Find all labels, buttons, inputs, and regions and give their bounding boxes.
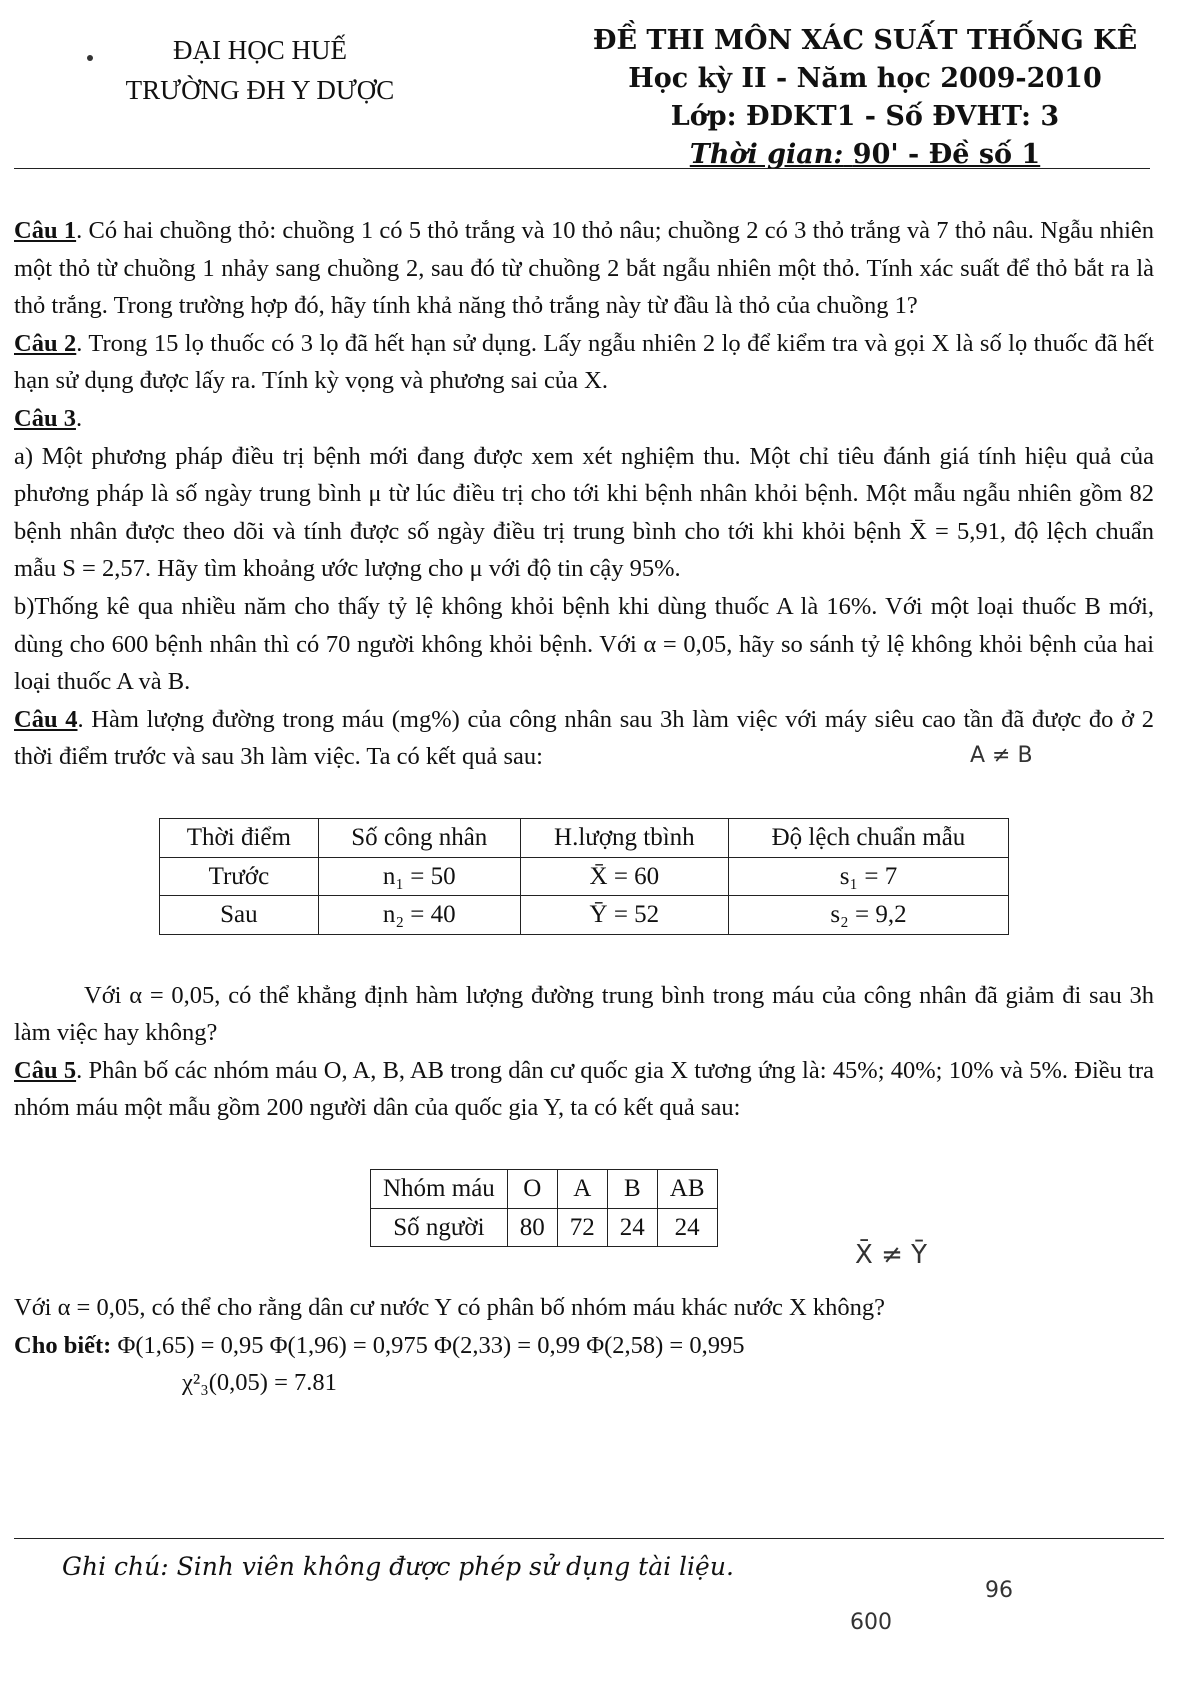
question-1-text: . Có hai chuồng thỏ: chuồng 1 có 5 thỏ trắng và 10 thỏ nâu; chuồng 2 có 3 thỏ trắng và 7 thỏ nâu. Ngẫu nhiên một thỏ từ chuồng 1 nhảy sang chuồng 2, sau đó từ chuồng 2 bắt ngẫu nhiên một thỏ. Tính xác suất để thỏ bắt ra là thỏ trắng. Trong trường hợp đó, hãy tính khả năng thỏ trắng này từ đầu là thỏ của chuồng 1? — [14, 217, 1154, 320]
header-institution — [90, 30, 430, 110]
table-cell: 80 — [507, 1208, 557, 1247]
table-cell: X̄ = 60 — [520, 857, 728, 896]
question-5-label: Câu 5 — [14, 1056, 77, 1084]
given-chi-value: χ²₃(0,05) = 7.81 — [182, 1369, 337, 1397]
question-2 — [14, 325, 1154, 400]
table-row — [160, 857, 1009, 896]
footer-divider — [14, 1538, 1164, 1539]
exam-title: ĐỀ THI MÔN XÁC SUẤT THỐNG KÊ — [592, 25, 1138, 56]
exam-class: Lớp: ĐDKT1 - Số ĐVHT: 3 — [670, 101, 1060, 132]
table-cell: n₂ = 40 — [318, 896, 520, 935]
table-header-cell: O — [507, 1170, 557, 1209]
handwritten-note-xy: X̄ ≠ Ȳ — [855, 1240, 928, 1270]
time-label: Thời gian: — [689, 139, 844, 170]
question-3-label: Câu 3 — [14, 404, 76, 432]
table-cell: 72 — [557, 1208, 607, 1247]
table-cell: s₁ = 7 — [728, 857, 1008, 896]
given-phi-values: Φ(1,65) = 0,95 Φ(1,96) = 0,975 Φ(2,33) = 0,99 Φ(2,58) = 0,995 — [117, 1331, 745, 1359]
question-4-text: . Hàm lượng đường trong máu (mg%) của công nhân sau 3h làm việc với máy siêu cao tần đã được đo ở 2 thời điểm trước và sau 3h làm việc. Ta có kết quả sau: — [14, 705, 1154, 771]
handwritten-note-600: 600 — [850, 1610, 892, 1635]
header-exam-info — [585, 22, 1145, 174]
question-3: Câu 3. — [14, 404, 83, 432]
given-label: Cho biết: — [14, 1331, 112, 1359]
university-name: ĐẠI HỌC HUẾ — [173, 35, 347, 65]
table-cell: Trước — [160, 857, 319, 896]
question-2-text: . Trong 15 lọ thuốc có 3 lọ đã hết hạn sử dụng. Lấy ngẫu nhiên 2 lọ để kiểm tra và gọi X là số lọ thuốc đã hết hạn sử dụng được lấy ra. Tính kỳ vọng và phương sai của X. — [14, 329, 1154, 395]
table-header-cell: H.lượng tbình — [520, 818, 728, 857]
table-header-cell: Nhóm máu — [371, 1170, 508, 1209]
question-4-label: Câu 4 — [14, 705, 78, 733]
table-header-row — [371, 1170, 718, 1209]
question-5-ask: Với α = 0,05, có thể cho rằng dân cư nước Y có phân bố nhóm máu khác nước X không? — [14, 1294, 885, 1322]
handwritten-note-ab: A ≠ B — [970, 743, 1033, 768]
question-5-text: . Phân bố các nhóm máu O, A, B, AB trong dân cư quốc gia X tương ứng là: 45%; 40%; 10% và 5%. Điều tra nhóm máu một mẫu gồm 200 người dân của quốc gia Y, ta có kết quả sau: — [14, 1056, 1154, 1122]
handwritten-note-96: 96 — [985, 1578, 1013, 1603]
exam-term: Học kỳ II - Năm học 2009-2010 — [628, 63, 1102, 94]
exam-content — [14, 212, 1154, 1402]
question-5 — [14, 1052, 1154, 1127]
table-header-cell: Độ lệch chuẩn mẫu — [728, 818, 1008, 857]
blood-group-table — [370, 1169, 718, 1247]
question-4-ask: Với α = 0,05, có thể khẳng định hàm lượng đường trung bình trong máu của công nhân đã giảm đi sau 3h làm việc hay không? — [14, 981, 1154, 1047]
table-cell: Số người — [371, 1208, 508, 1247]
table-cell: 24 — [657, 1208, 717, 1247]
table-header-cell: Thời điểm — [160, 818, 319, 857]
given-values — [14, 1327, 1154, 1365]
question-3b: b)Thống kê qua nhiều năm cho thấy tỷ lệ không khỏi bệnh khi dùng thuốc A là 16%. Với một loại thuốc B mới, dùng cho 600 bệnh nhân thì có 70 người không khỏi bệnh. Với α = 0,05, hãy so sánh tỷ lệ không khỏi bệnh của hai loại thuốc A và B. — [14, 592, 1154, 696]
table-header-cell: B — [607, 1170, 657, 1209]
table-cell: Ȳ = 52 — [520, 896, 728, 935]
table-row — [160, 896, 1009, 935]
question-3a: a) Một phương pháp điều trị bệnh mới đang được xem xét nghiệm thu. Một chỉ tiêu đánh giá tính hiệu quả của phương pháp là số ngày trung bình μ từ lúc điều trị cho tới khi bệnh nhân khỏi bệnh. Một mẫu ngẫu nhiên gồm 82 bệnh nhân được theo dõi và tính được số ngày điều trị trung bình cho tới khi khỏi bệnh X̄ = 5,91, độ lệch chuẩn mẫu S = 2,57. Hãy tìm khoảng ước lượng cho μ với độ tin cậy 95%. — [14, 442, 1154, 583]
table-cell: Sau — [160, 896, 319, 935]
question-1-label: Câu 1 — [14, 217, 77, 244]
school-name: TRƯỜNG ĐH Y DƯỢC — [125, 75, 395, 105]
header-divider — [14, 168, 1150, 169]
footer-note: Ghi chú: Sinh viên không được phép sử dụng tài liệu. — [62, 1552, 734, 1581]
table-header-row — [160, 818, 1009, 857]
table-header-cell: Số công nhân — [318, 818, 520, 857]
table-cell: 24 — [607, 1208, 657, 1247]
table-header-cell: AB — [657, 1170, 717, 1209]
question-2-label: Câu 2 — [14, 329, 77, 357]
blood-sugar-table — [159, 818, 1009, 935]
time-value: 90' - Đề số 1 — [852, 139, 1041, 170]
question-1 — [14, 212, 1154, 325]
table-row — [371, 1208, 718, 1247]
table-cell: s₂ = 9,2 — [728, 896, 1008, 935]
table-header-cell: A — [557, 1170, 607, 1209]
table-cell: n₁ = 50 — [318, 857, 520, 896]
